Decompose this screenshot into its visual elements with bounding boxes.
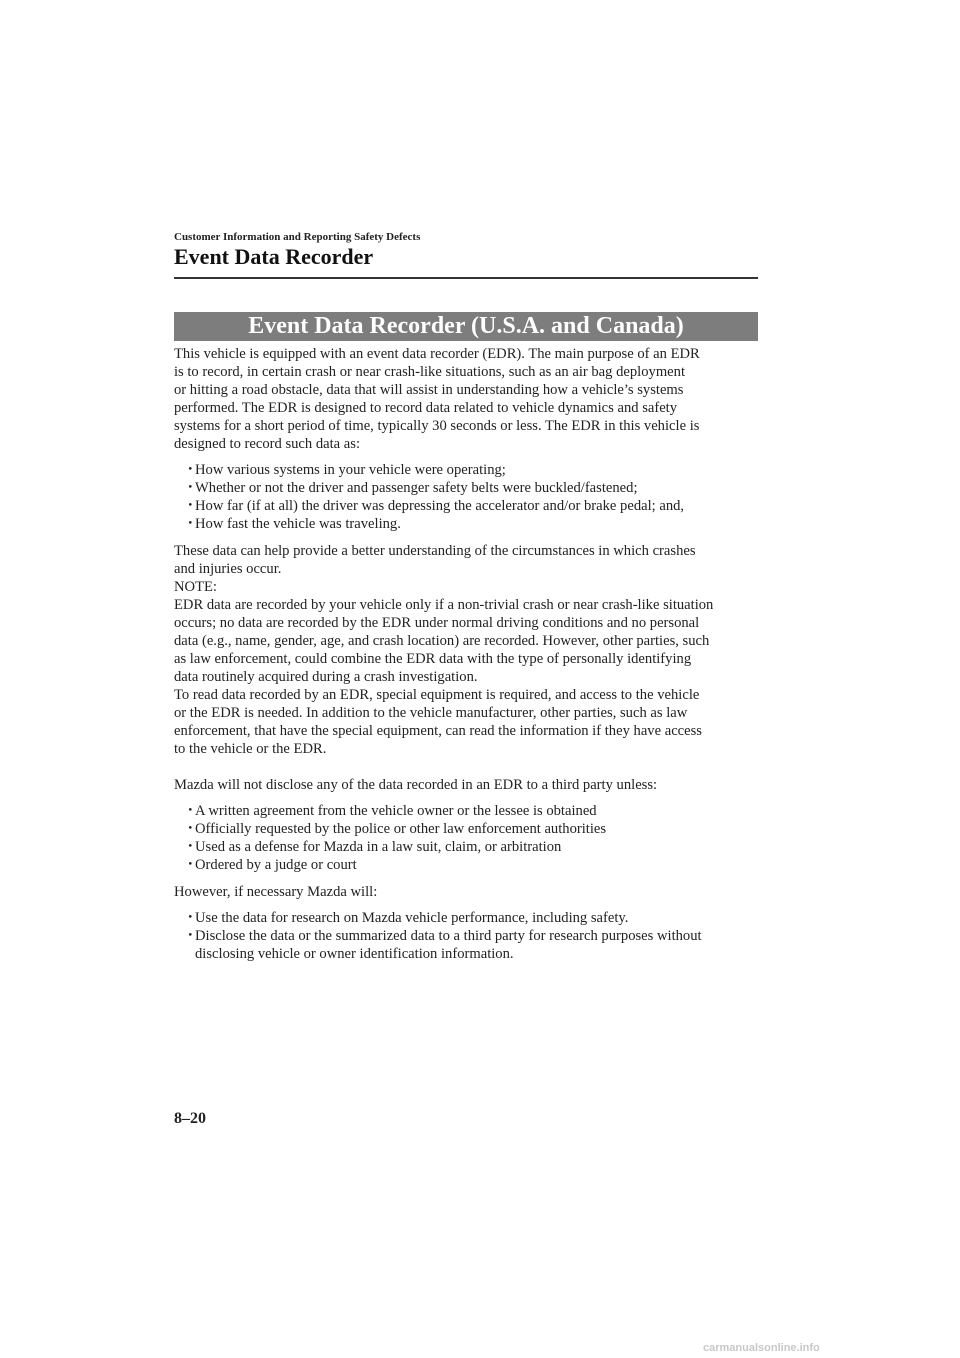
- text-line: to the vehicle or the EDR.: [174, 741, 327, 757]
- text-line: These data can help provide a better understanding of the circumstances in which crashes: [174, 543, 696, 559]
- intro-paragraph: [174, 345, 764, 453]
- text-line: performed. The EDR is designed to record data related to vehicle dynamics and safety: [174, 400, 678, 416]
- bullet-icon: ・: [183, 516, 198, 532]
- bullet-icon: ・: [183, 462, 198, 478]
- watermark: carmanualsonline.info: [703, 1342, 820, 1354]
- text-line: is to record, in certain crash or near crash-like situations, such as an air bag deployment: [174, 364, 686, 380]
- text-line: enforcement, that have the special equipment, can read the information if they have access: [174, 723, 702, 739]
- section-title: Event Data Recorder: [174, 244, 374, 269]
- text-line: EDR data are recorded by your vehicle only if a non-trivial crash or near crash-like situation: [174, 597, 714, 613]
- list-item: ・ A written agreement from the vehicle owner or the lessee is obtained: [183, 803, 597, 819]
- recorded-data-list: [174, 461, 764, 533]
- text-line: and injuries occur.: [174, 561, 282, 577]
- bullet-icon: ・: [183, 498, 198, 514]
- page-number: 8–20: [174, 1110, 206, 1127]
- text-line: This vehicle is equipped with an event data recorder (EDR). The main purpose of an EDR: [174, 346, 700, 362]
- note-label: NOTE:: [174, 579, 217, 595]
- bullet-icon: ・: [183, 821, 198, 837]
- disclose-intro: Mazda will not disclose any of the data recorded in an EDR to a third party unless:: [174, 777, 658, 793]
- bullet-icon: ・: [183, 928, 198, 944]
- bullet-icon: ・: [183, 910, 198, 926]
- header-divider: [174, 277, 758, 279]
- text-line: data (e.g., name, gender, age, and crash location) are recorded. However, other parties, such: [174, 633, 710, 649]
- list-item: ・ Officially requested by the police or other law enforcement authorities: [183, 821, 607, 837]
- bullet-icon: ・: [183, 839, 198, 855]
- list-item: ・ Used as a defense for Mazda in a law suit, claim, or arbitration: [183, 839, 562, 855]
- list-item-continuation: disclosing vehicle or owner identification information.: [195, 946, 514, 962]
- necessary-intro: However, if necessary Mazda will:: [174, 884, 378, 900]
- circumstances-paragraph: [174, 542, 764, 578]
- text-line: as law enforcement, could combine the EDR data with the type of personally identifying: [174, 651, 692, 667]
- list-item: ・ How various systems in your vehicle were operating;: [183, 462, 506, 478]
- text-line: or the EDR is needed. In addition to the vehicle manufacturer, other parties, such as law: [174, 705, 688, 721]
- text-line: systems for a short period of time, typically 30 seconds or less. The EDR in this vehicle is: [174, 418, 700, 434]
- note-paragraph: [174, 596, 764, 686]
- text-line: occurs; no data are recorded by the EDR under normal driving conditions and no personal: [174, 615, 700, 631]
- bullet-icon: ・: [183, 480, 198, 496]
- bullet-icon: ・: [183, 803, 198, 819]
- bullet-icon: ・: [183, 857, 198, 873]
- list-item: ・ Use the data for research on Mazda vehicle performance, including safety.: [183, 910, 629, 926]
- text-line: To read data recorded by an EDR, special equipment is required, and access to the vehicle: [174, 687, 700, 703]
- text-line: data routinely acquired during a crash investigation.: [174, 669, 478, 685]
- body-text: [174, 345, 764, 963]
- list-item: ・ Disclose the data or the summarized data to a third party for research purposes without disclosing vehicle or owner identification information.: [183, 928, 702, 962]
- list-item: ・ Whether or not the driver and passenger safety belts were buckled/fastened;: [183, 480, 638, 496]
- list-item: ・ How fast the vehicle was traveling.: [183, 516, 401, 532]
- read-data-paragraph: [174, 686, 764, 758]
- topic-banner: Event Data Recorder (U.S.A. and Canada): [174, 312, 758, 341]
- list-item: ・ How far (if at all) the driver was depressing the accelerator and/or brake pedal; and,: [183, 498, 685, 514]
- text-line: or hitting a road obstacle, data that will assist in understanding how a vehicle’s systems: [174, 382, 684, 398]
- list-item: ・ Ordered by a judge or court: [183, 857, 357, 873]
- disclose-conditions-list: [174, 802, 764, 874]
- chapter-title: Customer Information and Reporting Safety Defects: [174, 231, 421, 243]
- necessary-actions-list: [174, 909, 764, 963]
- text-line: designed to record such data as:: [174, 436, 361, 452]
